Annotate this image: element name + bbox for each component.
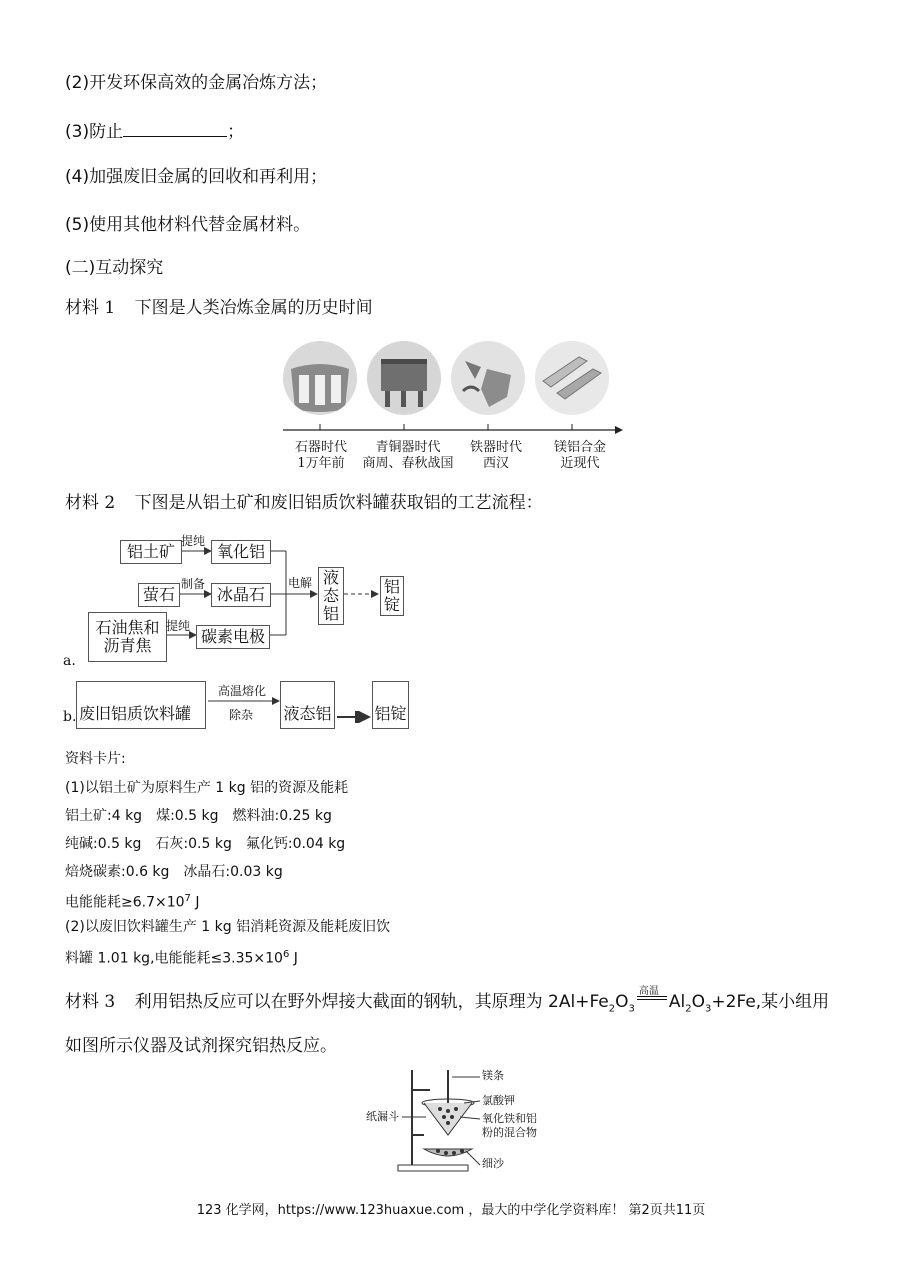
ingot-char: 铝 (383, 577, 400, 596)
list-line-4: (4)加强废旧金属的回收和再利用； (65, 167, 328, 187)
stone-age-image (283, 341, 357, 415)
subscript: 3 (628, 1003, 635, 1015)
card-row-4 (65, 890, 200, 912)
list-line-3-prefix: (3)防止 (65, 122, 124, 142)
purify-label-1: 提纯 (181, 534, 206, 548)
liquid-al-box (318, 567, 344, 625)
prepare-label: 制备 (181, 577, 206, 591)
card-item2-text: 料罐 1.01 kg,电能能耗≤3.35×10 (65, 950, 283, 967)
flow-b-arrow-2 (335, 711, 375, 723)
liquid-al-char: 液 (322, 568, 339, 587)
product-al: Al (668, 992, 686, 1012)
label-sand: 细沙 (482, 1157, 504, 1170)
card-item2-line-2 (65, 946, 298, 968)
label-mg: 镁条 (482, 1069, 504, 1082)
era-stone (285, 440, 357, 472)
material3-label: 材料 3 (65, 992, 116, 1012)
page-footer: 123 化学网，https://www.123huaxue.com ，最大的中学化学资料库！ 第2页共11页 (196, 1203, 706, 1218)
reaction-condition (635, 986, 669, 1007)
melt-condition-1: 高温熔化 (218, 684, 267, 698)
iron-age-image (451, 341, 525, 415)
material2-label: 材料 2 (65, 493, 116, 513)
melt-condition-2: 除杂 (229, 708, 254, 722)
material1-label: 材料 1 (65, 298, 116, 318)
card-item2-exp: 6 (282, 949, 290, 960)
era-alloy (544, 440, 616, 472)
ingot-box-a (380, 576, 404, 616)
list-line-3 (65, 120, 244, 143)
era-name: 石器时代 (294, 440, 347, 455)
condition-text: 高温 (638, 986, 659, 997)
cans-box: 废旧铝质饮料罐 (76, 681, 206, 729)
era-name: 铁器时代 (469, 440, 522, 455)
card-item2-unit: J (289, 950, 298, 967)
liquid-al-char: 铝 (322, 604, 339, 623)
material3-text: 利用铝热反应可以在野外焊接大截面的钢轨，其原理为 2Al+Fe (134, 992, 609, 1012)
electrolysis-label: 电解 (288, 576, 313, 590)
material3-text-post: +2Fe,某小组用 (711, 992, 830, 1012)
label-mix-2: 粉的混合物 (482, 1126, 537, 1139)
era-bronze (358, 440, 458, 472)
card-item1-title: (1)以铝土矿为原料生产 1 kg 铝的资源及能耗 (65, 780, 349, 796)
material2-text: 下图是从铝土矿和废旧铝质饮料罐获取铝的工艺流程： (134, 493, 543, 513)
era-iron (460, 440, 532, 472)
list-line-2: (2)开发环保高效的金属冶炼方法； (65, 73, 328, 93)
list-line-3-suffix: ； (227, 122, 245, 142)
era-time: 1万年前 (297, 456, 345, 471)
answer-blank[interactable] (123, 120, 227, 137)
material2-heading (65, 492, 543, 514)
alumina-box: 氧化铝 (211, 540, 271, 564)
coke-box (88, 612, 167, 662)
card-item2-line-1: (2)以废旧饮料罐生产 1 kg 铝消耗资源及能耗废旧饮 (65, 919, 391, 935)
label-funnel: 纸漏斗 (366, 1110, 399, 1123)
card-row-3: 焙烧碳素:0.6 kg 冰晶石:0.03 kg (65, 864, 283, 880)
flow-b-tag: b. (63, 709, 77, 725)
ingot-box-b: 铝锭 (372, 681, 409, 729)
bronze-age-image (367, 341, 441, 415)
oxygen: O (615, 992, 629, 1012)
subscript: 2 (685, 1003, 692, 1015)
era-time: 近现代 (560, 456, 600, 471)
fluorite-box: 萤石 (138, 583, 180, 607)
era-time: 西汉 (482, 456, 509, 471)
timeline-axis (283, 420, 623, 440)
material3-line-2: 如图所示仪器及试剂探究铝热反应。 (65, 1036, 337, 1056)
card-row-1: 铝土矿:4 kg 煤:0.5 kg 燃料油:0.25 kg (65, 808, 332, 824)
subscript: 3 (705, 1003, 712, 1015)
subscript: 2 (608, 1003, 616, 1015)
ingot-char: 锭 (383, 595, 400, 614)
material3-line-1 (65, 986, 830, 1020)
coke-line-2: 沥青焦 (103, 636, 152, 655)
section-heading: (二)互动探究 (65, 258, 164, 278)
coke-line-1: 石油焦和 (95, 618, 160, 637)
card-row-4-unit: J (190, 894, 200, 911)
equals-sign (637, 996, 667, 1000)
card-row-4-exp: 7 (184, 893, 191, 904)
material1-heading (65, 297, 373, 319)
bauxite-box: 铝土矿 (120, 540, 182, 564)
material1-text: 下图是人类冶炼金属的历史时间 (134, 298, 373, 318)
card-row-4-text: 电能能耗≥6.7×10 (65, 894, 185, 911)
flow-b-arrow-1 (206, 695, 286, 707)
card-row-2: 纯碱:0.5 kg 石灰:0.5 kg 氟化钙:0.04 kg (65, 836, 346, 852)
liquid-al-char: 态 (322, 586, 339, 605)
era-name: 青铜器时代 (375, 440, 441, 455)
era-name: 镁铝合金 (553, 440, 606, 455)
era-time: 商周、春秋战国 (362, 456, 454, 471)
electrode-box: 碳素电极 (196, 625, 270, 649)
mg-al-alloy-image (535, 341, 609, 415)
product-o: O (691, 992, 706, 1012)
flow-a-tag: a. (63, 653, 76, 669)
liquid-al-box-b: 液态铝 (280, 681, 335, 729)
purify-label-2: 提纯 (166, 619, 191, 633)
cryolite-box: 冰晶石 (211, 583, 271, 607)
card-title: 资料卡片: (65, 751, 126, 767)
label-kclo3: 氯酸钾 (482, 1094, 515, 1107)
label-mix-1: 氧化铁和铝 (482, 1112, 537, 1125)
list-line-5: (5)使用其他材料代替金属材料。 (65, 215, 311, 235)
